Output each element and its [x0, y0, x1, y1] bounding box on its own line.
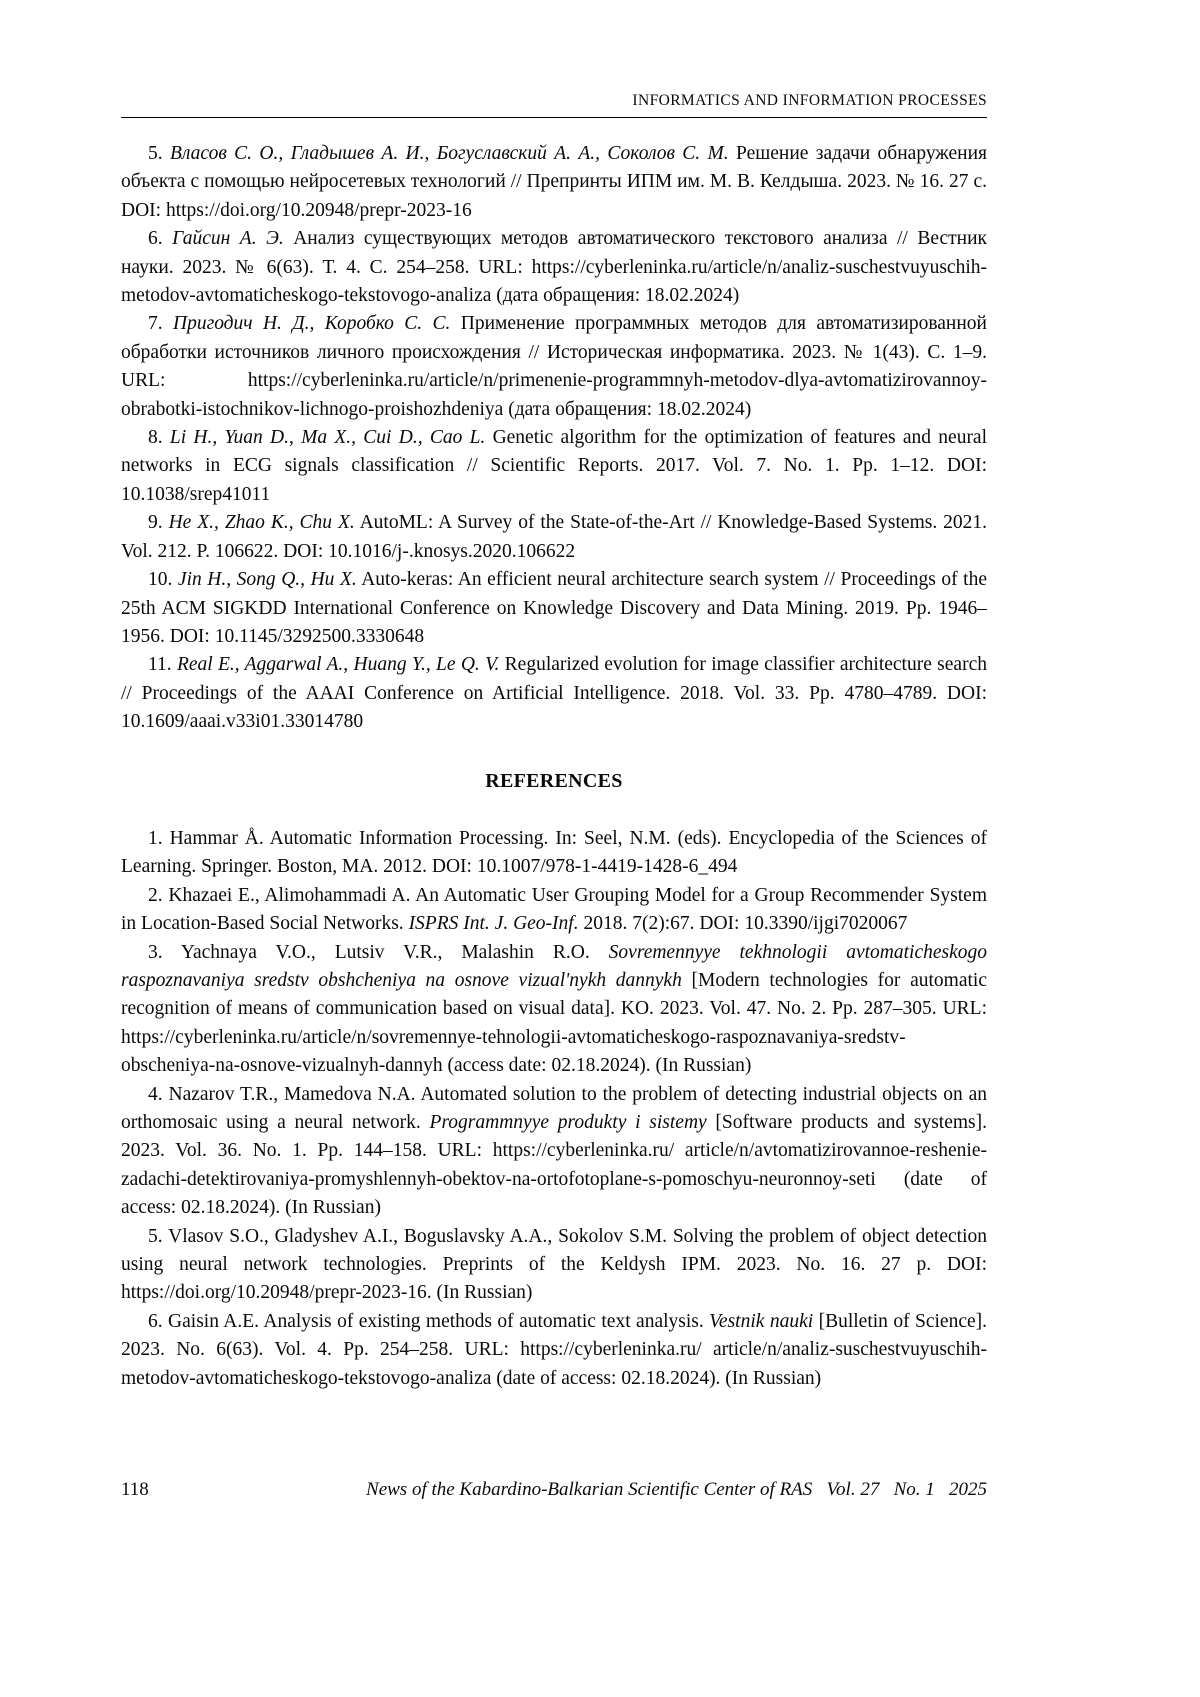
- reference-item-ru-6: 6. Гайсин А. Э. Анализ существующих методов автоматического текстового анализа // Вестник науки. 2023. № 6(63). Т. 4. С. 254–258. URL: https://cyberleninka.ru/article/n/analiz-suschestvuyuschih-metodov-avtomaticheskogo-tekstovogo-analiza (дата обращения: 18.02.2024): [121, 228, 987, 307]
- references-body: [121, 140, 987, 1393]
- reference-item-en-4: 4. Nazarov T.R., Mamedova N.A. Automated solution to the problem of detecting industrial objects on an orthomosaic using a neural network. Programmnyye produkty i sistemy [Software products and systems]. 2023. Vol. 36. No. 1. Pp. 144–158. URL: https://cyberleninka.ru/ article/n/avtomatizirovannoe-reshenie-zadachi-detektirovaniya-promyshlennyh-obektov-na-ortofotoplane-s-pomoschyu-neuronnoy-seti (date of access: 02.18.2024). (In Russian): [121, 1083, 987, 1219]
- reference-item-en-2: 2. Khazaei E., Alimohammadi A. An Automatic User Grouping Model for a Group Recommender System in Location-Based Social Networks. ISPRS Int. J. Geo-Inf. 2018. 7(2):67. DOI: 10.3390/ijgi7020067: [121, 884, 987, 935]
- running-head: INFORMATICS AND INFORMATION PROCESSES: [632, 92, 987, 109]
- reference-item-en-6: 6. Gaisin A.E. Analysis of existing methods of automatic text analysis. Vestnik nauki [Bulletin of Science]. 2023. No. 6(63). Vol. 4. Pp. 254–258. URL: https://cyberleninka.ru/ article/n/analiz-suschestvuyuschih-metodov-avtomaticheskogo-tekstovogo-analiza (date of access: 02.18.2024). (In Russian): [121, 1310, 987, 1389]
- reference-item-ru-9: 9. He X., Zhao K., Chu X. AutoML: A Survey of the State-of-the-Art // Knowledge-Based Systems. 2021. Vol. 212. P. 106622. DOI: 10.1016/j-.knosys.2020.106622: [121, 512, 987, 562]
- reference-item-en-3: 3. Yachnaya V.O., Lutsiv V.R., Malashin R.O. Sovremennyye tekhnologii avtomaticheskogo raspoznavaniya sredstv obshcheniya na osnove vizual'nykh dannykh [Modern technologies for automatic recognition of means of communication based on visual data]. KO. 2023. Vol. 47. No. 2. Pp. 287–305. URL: https://cyberleninka.ru/article/n/sovremennye-tehnologii-avtomaticheskogo-raspoznavaniya-sredstv-obscheniya-na-osnove-vizualnyh-dannyh (access date: 02.18.2024). (In Russian): [121, 941, 988, 1077]
- page-number: 118: [121, 1479, 149, 1500]
- journal-footer-line: News of the Kabardino-Balkarian Scientific Center of RAS Vol. 27 No. 1 2025: [366, 1479, 987, 1500]
- page-content: [121, 92, 987, 1393]
- reference-item-ru-8: 8. Li H., Yuan D., Ma X., Cui D., Cao L. Genetic algorithm for the optimization of features and neural networks in ECG signals classification // Scientific Reports. 2017. Vol. 7. No. 1. Pp. 1–12. DOI: 10.1038/srep41011: [121, 427, 988, 505]
- reference-item-en-1: 1. Hammar Å. Automatic Information Processing. In: Seel, N.M. (eds). Encyclopedia of the Sciences of Learning. Springer. Boston, MA. 2012. DOI: 10.1007/978-1-4419-1428-6_494: [121, 827, 987, 878]
- page-footer: [121, 1476, 987, 1504]
- reference-item-ru-7: 7. Пригодич Н. Д., Коробко С. С. Применение программных методов для автоматизированной обработки источников личного происхождения // Историческая информатика. 2023. № 1(43). С. 1–9. URL: https://cyberleninka.ru/article/n/primenenie-programmnyh-metodov-dlya-avtomatizirovannoy-obrabotki-istochnikov-lichnogo-proishozhdeniya (дата обращения: 18.02.2024): [121, 313, 987, 420]
- reference-item-ru-5: 5. Власов С. О., Гладышев А. И., Богуславский А. А., Соколов С. М. Решение задачи обнаружения объекта с помощью нейросетевых технологий // Препринты ИПМ им. М. В. Келдыша. 2023. № 16. 27 с. DOI: https://doi.org/10.20948/prepr-2023-16: [121, 143, 988, 221]
- references-section-title: REFERENCES: [485, 769, 623, 792]
- reference-item-ru-11: 11. Real E., Aggarwal A., Huang Y., Le Q. V. Regularized evolution for image classifier architecture search // Proceedings of the AAAI Conference on Artificial Intelligence. 2018. Vol. 33. Pp. 4780–4789. DOI: 10.1609/aaai.v33i01.33014780: [121, 654, 987, 733]
- header-rule: [121, 117, 987, 118]
- reference-item-ru-10: 10. Jin H., Song Q., Hu X. Auto-keras: An efficient neural architecture search system // Proceedings of the 25th ACM SIGKDD International Conference on Knowledge Discovery and Data Mining. 2019. Pp. 1946–1956. DOI: 10.1145/3292500.3330648: [121, 569, 987, 647]
- reference-item-en-5: 5. Vlasov S.O., Gladyshev A.I., Boguslavsky A.A., Sokolov S.M. Solving the problem of object detection using neural network technologies. Preprints of the Keldysh IPM. 2023. No. 16. 27 p. DOI: https://doi.org/10.20948/prepr-2023-16. (In Russian): [121, 1225, 987, 1304]
